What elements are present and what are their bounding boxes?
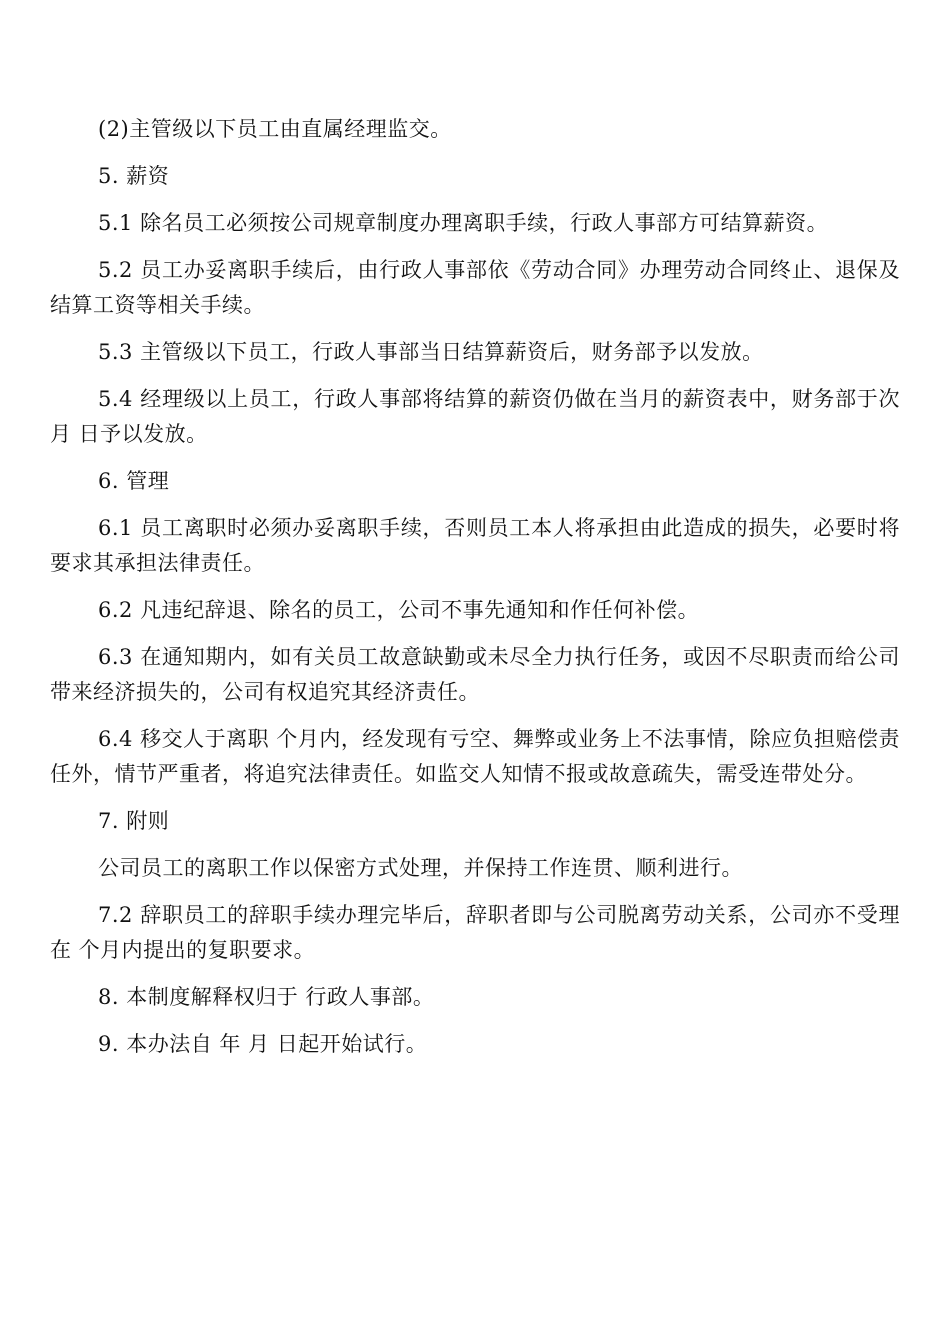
heading-7-appendix: 7. 附则 [98, 809, 170, 833]
paragraph-6-3: 6.3 在通知期内，如有关员工故意缺勤或未尽全力执行任务，或因不尽职责而给公司带来经济损失的，公司有权追究其经济责任。 [50, 645, 900, 704]
paragraph-6-2: 6.2 凡违纪辞退、除名的员工，公司不事先通知和作任何补偿。 [98, 598, 700, 622]
paragraph-5-3: 5.3 主管级以下员工，行政人事部当日结算薪资后，财务部予以发放。 [98, 340, 764, 364]
paragraph-7-1: 公司员工的离职工作以保密方式处理，并保持工作连贯、顺利进行。 [98, 856, 743, 880]
paragraph-5-2: 5.2 员工办妥离职手续后，由行政人事部依《劳动合同》办理劳动合同终止、退保及结算工资等相关手续。 [50, 258, 900, 317]
paragraph-6-4: 6.4 移交人于离职 个月内，经发现有亏空、舞弊或业务上不法事情，除应负担赔偿责任外，情节严重者，将追究法律责任。如监交人知情不报或故意疏失，需受连带处分。 [50, 727, 900, 786]
heading-6-management: 6. 管理 [98, 469, 170, 493]
paragraph-9: 9. 本办法自 年 月 日起开始试行。 [98, 1032, 428, 1056]
paragraph-7-2: 7.2 辞职员工的辞职手续办理完毕后，辞职者即与公司脱离劳动关系，公司亦不受理在 个月内提出的复职要求。 [50, 903, 900, 962]
paragraph-6-1: 6.1 员工离职时必须办妥离职手续，否则员工本人将承担由此造成的损失，必要时将要求其承担法律责任。 [50, 516, 900, 575]
paragraph-2-supervision: (2)主管级以下员工由直属经理监交。 [98, 117, 452, 141]
paragraph-5-4: 5.4 经理级以上员工，行政人事部将结算的薪资仍做在当月的薪资表中，财务部于次月 日予以发放。 [50, 387, 900, 446]
heading-5-salary: 5. 薪资 [98, 164, 170, 188]
paragraph-5-1: 5.1 除名员工必须按公司规章制度办理离职手续，行政人事部方可结算薪资。 [98, 211, 829, 235]
paragraph-8: 8. 本制度解释权归于 行政人事部。 [98, 985, 435, 1009]
